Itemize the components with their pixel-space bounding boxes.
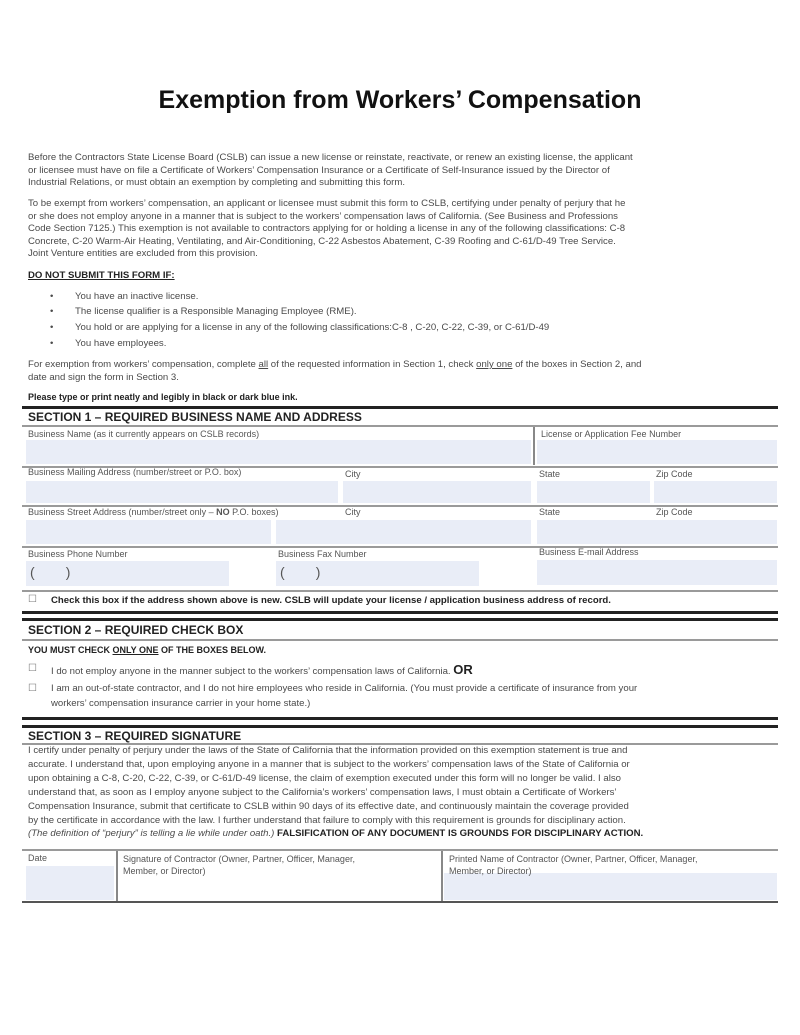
mailing-zip-field[interactable]	[654, 481, 777, 503]
do-not-submit-heading: DO NOT SUBMIT THIS FORM IF:	[28, 270, 175, 281]
business-name-field[interactable]	[26, 440, 531, 464]
printed-name-label	[449, 853, 697, 877]
ink-note: Please type or print neatly and legibly in black or dark blue ink.	[28, 392, 298, 402]
instr-only-one: only one	[476, 359, 513, 370]
exemption-line: Code Section 7125.) This exemption is not available to contractors applying for or holding a license in any of the following classifications: C-8	[28, 223, 626, 235]
mailing-state-label: State	[539, 469, 561, 479]
divider	[22, 849, 778, 851]
mailing-city-label: City	[345, 469, 361, 479]
must-check-note	[28, 645, 266, 655]
fax-label: Business Fax Number	[278, 549, 367, 559]
bullet-text: The license qualifier is a Responsible Managing Employee (RME).	[75, 306, 357, 317]
cert-line: by the certificate in accordance with the law. I further understand that failure to comply with this requirement is grounds for disciplinary action.	[28, 814, 626, 826]
bullet-text: You have an inactive license.	[75, 291, 199, 302]
option2-text	[51, 683, 776, 710]
option-text: I do not employ anyone in the manner subject to the workers’ compensation laws of California.	[51, 666, 451, 677]
divider	[22, 425, 778, 427]
divider	[22, 639, 778, 641]
bullet-text: You hold or are applying for a license in any of the following classifications:C-8 , C-20, C-22, C-39, or C-61/D-49	[75, 322, 550, 333]
label-text: Printed Name of Contractor (Owner, Partner, Officer, Manager,	[449, 854, 698, 864]
bullet-item: • The license qualifier is a Responsible Managing Employee (RME).	[50, 306, 357, 317]
intro-line: or licensee must have on file a Certificate of Workers’ Compensation Insurance or a Certificate of Self-Insurance issued by the Director of	[28, 164, 610, 176]
note-text: YOU MUST CHECK	[28, 645, 113, 655]
cert-line: understand that, as soon as I employ anyone subject to the California’s workers’ compensation laws, I must obtain a Certificate of Workers’	[28, 786, 617, 798]
section2-header: SECTION 2 – REQUIRED CHECK BOX	[28, 623, 244, 637]
printed-name-field[interactable]	[444, 873, 777, 900]
bullet-text: You have employees.	[75, 338, 167, 349]
signature-label	[123, 853, 355, 877]
intro-line: Industrial Relations, or must obtain an exemption by completing and submitting this form.	[28, 177, 406, 189]
instr-text: of the requested information in Section 1, check	[268, 359, 477, 370]
falsification-warning: FALSIFICATION OF ANY DOCUMENT IS GROUNDS FOR DISCIPLINARY ACTION.	[274, 828, 644, 840]
option-text: workers’ compensation insurance carrier in your home state.)	[51, 697, 311, 709]
street-state-label: State	[539, 507, 561, 517]
new-address-checkbox[interactable]: ☐	[28, 594, 37, 605]
divider	[22, 618, 778, 621]
street-state-zip-field[interactable]	[537, 520, 777, 544]
mailing-state-field[interactable]	[537, 481, 650, 503]
street-city-label: City	[345, 507, 361, 517]
cert-line: I certify under penalty of perjury under the laws of the State of California that the information provided on this exemption statement is true and	[28, 745, 628, 756]
label-text: Member, or Director)	[123, 866, 206, 876]
exemption-line: To be exempt from workers’ compensation, an applicant or licensee must submit this form to CSLB, certifying under penalty of perjury that he	[28, 198, 626, 209]
date-field[interactable]	[26, 866, 114, 900]
business-name-label: Business Name (as it currently appears on CSLB records)	[28, 429, 260, 439]
date-label: Date	[28, 853, 48, 863]
label-text: Member, or Director)	[449, 866, 532, 876]
divider	[22, 611, 778, 614]
exemption-line: Concrete, C-20 Warm-Air Heating, Ventilating, and Air-Conditioning, C-22 Asbestos Abatement, C-39 Roofing and C-61/D-49 Tree Service.	[28, 235, 616, 247]
exemption-paragraph	[28, 198, 773, 261]
label-text: Business Street Address (number/street only –	[28, 507, 217, 517]
bullet-item: • You have an inactive license.	[50, 291, 199, 302]
bullet-item: • You hold or are applying for a license in any of the following classifications:C-8 , C-20, C-22, C-39, or C-61/D-49	[50, 322, 550, 333]
mailing-address-label: Business Mailing Address (number/street or P.O. box)	[28, 467, 242, 477]
option2-checkbox[interactable]: ☐	[28, 683, 37, 694]
phone-label: Business Phone Number	[28, 549, 128, 559]
or-label: OR	[453, 662, 473, 677]
street-city-field[interactable]	[276, 520, 531, 544]
signature-field[interactable]	[118, 880, 440, 900]
divider	[22, 546, 778, 548]
divider	[441, 851, 443, 901]
divider	[22, 406, 778, 409]
cert-line: upon obtaining a C-8, C-20, C-22, C-39, or C-61/D-49 license, the claim of exemption executed under this form will no longer be valid. I also	[28, 772, 621, 784]
street-address-field[interactable]	[26, 520, 271, 544]
divider	[22, 725, 778, 728]
instr-text: For exemption from workers’ compensation, complete	[28, 359, 259, 370]
divider	[22, 901, 778, 903]
label-text: P.O. boxes)	[229, 507, 279, 517]
page-title: Exemption from Workers’ Compensation	[158, 86, 642, 114]
mailing-zip-label: Zip Code	[656, 469, 693, 479]
street-zip-label: Zip Code	[656, 507, 693, 517]
instructions-paragraph	[28, 359, 773, 384]
label-no: NO	[216, 507, 230, 517]
divider	[533, 427, 535, 465]
option1-checkbox[interactable]: ☐	[28, 663, 37, 674]
section3-header: SECTION 3 – REQUIRED SIGNATURE	[28, 729, 242, 743]
email-field[interactable]	[537, 560, 777, 585]
instr-line2: date and sign the form in Section 3.	[28, 371, 179, 383]
divider	[22, 717, 778, 720]
new-address-note: Check this box if the address shown above is new. CSLB will update your license / application business address of record.	[51, 595, 611, 606]
instr-all: all	[258, 359, 269, 370]
label-text: Signature of Contractor (Owner, Partner, Officer, Manager,	[123, 854, 355, 864]
intro-line: Before the Contractors State License Board (CSLB) can issue a new license or reinstate, reactivate, or renew an existing license, the applicant	[28, 152, 633, 163]
section1-header: SECTION 1 – REQUIRED BUSINESS NAME AND ADDRESS	[28, 410, 362, 424]
cert-line: accurate. I understand that, upon employing anyone in a manner that is subject to the workers’ compensation laws of the State of California or	[28, 758, 630, 770]
option-text: I am an out-of-state contractor, and I do not hire employees who reside in California. (You must provide a certificate of insurance from your	[51, 683, 638, 694]
license-number-label: License or Application Fee Number	[541, 429, 682, 439]
certification-paragraph	[28, 744, 773, 841]
perjury-definition: (The definition of “perjury” is telling a lie while under oath.)	[28, 828, 275, 840]
exemption-line: or she does not employ anyone in a manner that is subject to the workers’ compensation laws of California. (See Business and Professions	[28, 210, 618, 222]
note-only-one: ONLY ONE	[112, 645, 159, 655]
intro-paragraph	[28, 152, 773, 190]
street-address-label	[28, 507, 278, 517]
divider	[22, 590, 778, 592]
fax-area-code: ( )	[280, 564, 321, 580]
mailing-address-field[interactable]	[26, 481, 338, 503]
email-label: Business E-mail Address	[539, 547, 639, 557]
phone-area-code: ( )	[30, 564, 71, 580]
exemption-line: Joint Venture entities are excluded from this provision.	[28, 248, 258, 260]
license-number-field[interactable]	[537, 440, 777, 464]
note-text: OF THE BOXES BELOW.	[158, 645, 267, 655]
cert-line: Compensation Insurance, submit that certificate to CSLB within 90 days of its effective date, and continuously maintain the coverage provided	[28, 800, 629, 812]
mailing-city-field[interactable]	[343, 481, 531, 503]
bullet-item: • You have employees.	[50, 338, 167, 349]
option1-text	[51, 664, 771, 679]
instr-text: of the boxes in Section 2, and	[512, 359, 642, 370]
